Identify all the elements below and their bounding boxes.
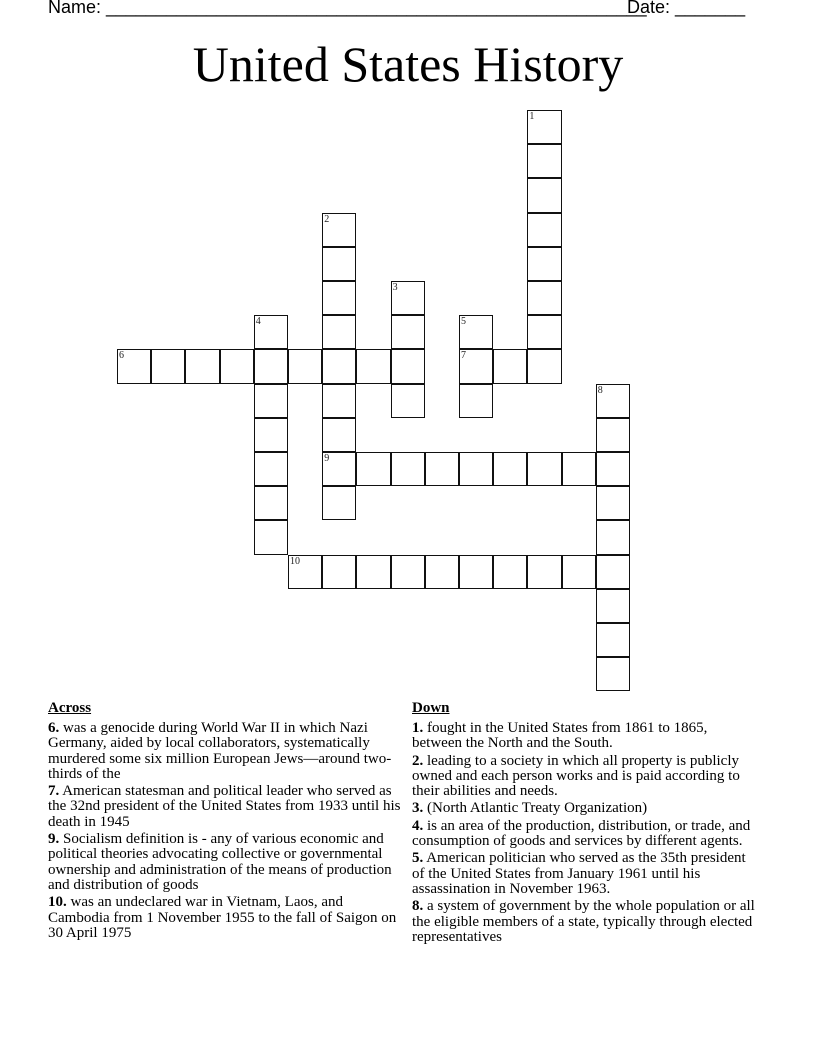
- clue-down-5: [412, 851, 757, 897]
- clue-number: 4.: [412, 817, 424, 834]
- clue-number: 9.: [48, 831, 60, 848]
- crossword-cell[interactable]: [562, 452, 596, 486]
- crossword-cell[interactable]: [391, 281, 425, 315]
- crossword-cell[interactable]: [425, 452, 459, 486]
- clue-down-8: [412, 899, 757, 945]
- crossword-cell[interactable]: [596, 452, 630, 486]
- crossword-cell[interactable]: [459, 349, 493, 383]
- crossword-cell[interactable]: [391, 452, 425, 486]
- crossword-cell[interactable]: [596, 623, 630, 657]
- crossword-cell[interactable]: [254, 315, 288, 349]
- clue-number: 7.: [48, 783, 60, 800]
- clue-text: a system of government by the whole population or all the eligible members of a state, typically through elected representatives: [412, 898, 755, 945]
- crossword-cell[interactable]: [151, 349, 185, 383]
- clue-number-label: 6: [119, 350, 124, 362]
- clue-number: 1.: [412, 720, 424, 736]
- clue-text: is an area of the production, distribution, or trade, and consumption of goods and services by different agents.: [412, 817, 751, 850]
- crossword-cell[interactable]: [596, 384, 630, 418]
- across-heading: Across: [48, 700, 92, 716]
- clue-text: (North Atlantic Treaty Organization): [427, 800, 648, 817]
- crossword-cell[interactable]: [254, 520, 288, 554]
- crossword-cell[interactable]: [391, 349, 425, 383]
- crossword-cell[interactable]: [288, 555, 322, 589]
- crossword-cell[interactable]: [356, 452, 390, 486]
- crossword-cell[interactable]: [322, 281, 356, 315]
- clue-text: was a genocide during World War II in which Nazi Germany, aided by local collaborators, systematically murdered some six million European Jews—around two-thirds of the: [48, 720, 392, 782]
- crossword-cell[interactable]: [322, 349, 356, 383]
- crossword-cell[interactable]: [493, 349, 527, 383]
- clue-number-label: 1: [529, 111, 535, 122]
- clue-number-label: 2: [324, 213, 330, 225]
- clue-number-label: 5: [461, 316, 466, 328]
- crossword-cell[interactable]: [391, 555, 425, 589]
- clue-number-label: 3: [392, 282, 398, 293]
- crossword-cell[interactable]: [596, 589, 630, 623]
- clue-across-7: [48, 784, 408, 830]
- clue-number: 10.: [48, 894, 67, 911]
- crossword-cell[interactable]: [527, 349, 561, 383]
- crossword-cell[interactable]: [596, 520, 630, 554]
- crossword-cell[interactable]: [322, 555, 356, 589]
- clue-number: 2.: [412, 752, 424, 769]
- crossword-cell[interactable]: [527, 281, 561, 315]
- crossword-cell[interactable]: [527, 555, 561, 589]
- crossword-cell[interactable]: [527, 213, 561, 247]
- crossword-cell[interactable]: [322, 418, 356, 452]
- crossword-cell[interactable]: [527, 247, 561, 281]
- crossword-cell[interactable]: [527, 178, 561, 212]
- date-field-label: Date: _______: [627, 0, 746, 17]
- crossword-cell[interactable]: [596, 555, 630, 589]
- crossword-cell[interactable]: [459, 555, 493, 589]
- crossword-cell[interactable]: [596, 486, 630, 520]
- clue-number: 5.: [412, 850, 424, 867]
- crossword-cell[interactable]: [527, 315, 561, 349]
- clue-text: Socialism definition is - any of various economic and political theories advocating collective or governmental ownership and administration of the means of production and distribution of goods: [48, 831, 392, 893]
- clue-number-label: 8: [597, 384, 603, 396]
- crossword-cell[interactable]: [527, 110, 561, 144]
- clue-number-label: 7: [461, 350, 466, 362]
- crossword-cell[interactable]: [254, 452, 288, 486]
- clue-text: leading to a society in which all property is publicly owned and each person works and is paid according to their abilities and needs.: [412, 752, 740, 800]
- crossword-cell[interactable]: [356, 555, 390, 589]
- clue-text: fought in the United States from 1861 to 1865, between the North and the South.: [412, 720, 708, 752]
- clue-text: was an undeclared war in Vietnam, Laos, and Cambodia from 1 November 1955 to the fall of Saigon on 30 April 1975: [48, 894, 397, 941]
- crossword-cell[interactable]: [254, 418, 288, 452]
- clue-across-6: [48, 721, 408, 782]
- crossword-cell[interactable]: [322, 452, 356, 486]
- crossword-cell[interactable]: [254, 486, 288, 520]
- crossword-cell[interactable]: [322, 213, 356, 247]
- clue-number: 8.: [412, 898, 424, 915]
- clue-down-2: [412, 754, 757, 800]
- clue-number: 6.: [48, 720, 60, 736]
- crossword-cell[interactable]: [425, 555, 459, 589]
- crossword-cell[interactable]: [527, 144, 561, 178]
- crossword-cell[interactable]: [596, 418, 630, 452]
- crossword-cell[interactable]: [493, 555, 527, 589]
- crossword-cell[interactable]: [254, 349, 288, 383]
- crossword-cell[interactable]: [391, 384, 425, 418]
- crossword-cell[interactable]: [459, 384, 493, 418]
- crossword-cell[interactable]: [596, 657, 630, 691]
- clue-number-label: 10: [290, 555, 300, 567]
- clue-text: American statesman and political leader who served as the 32nd president of the United States from 1933 until his death in 1945: [48, 783, 401, 830]
- clue-number-label: 9: [324, 453, 330, 464]
- crossword-cell[interactable]: [322, 247, 356, 281]
- clue-number-label: 4: [255, 316, 261, 328]
- across-clues: [48, 700, 408, 943]
- clue-across-10: [48, 895, 408, 941]
- down-heading: Down: [412, 700, 450, 716]
- crossword-cell[interactable]: [322, 384, 356, 418]
- clue-down-1: [412, 721, 757, 752]
- crossword-cell[interactable]: [493, 452, 527, 486]
- crossword-cell[interactable]: [356, 349, 390, 383]
- clue-down-4: [412, 819, 757, 850]
- crossword-cell[interactable]: [391, 315, 425, 349]
- page-title: United States History: [192, 36, 624, 92]
- down-clues: [412, 700, 757, 947]
- clue-down-3: [412, 801, 757, 816]
- crossword-cell[interactable]: [322, 486, 356, 520]
- crossword-cell[interactable]: [254, 384, 288, 418]
- crossword-cell[interactable]: [117, 349, 151, 383]
- clue-number: 3.: [412, 800, 424, 817]
- crossword-cell[interactable]: [459, 452, 493, 486]
- crossword-cell[interactable]: [288, 349, 322, 383]
- name-field-label: Name: ______________________________________________________: [48, 0, 647, 17]
- crossword-cell[interactable]: [562, 555, 596, 589]
- crossword-cell[interactable]: [527, 452, 561, 486]
- clue-text: American politician who served as the 35th president of the United States from January 1961 until his assassination in November 1963.: [412, 850, 746, 897]
- crossword-cell[interactable]: [220, 349, 254, 383]
- crossword-cell[interactable]: [185, 349, 219, 383]
- crossword-cell[interactable]: [459, 315, 493, 349]
- clue-across-9: [48, 832, 408, 893]
- crossword-cell[interactable]: [322, 315, 356, 349]
